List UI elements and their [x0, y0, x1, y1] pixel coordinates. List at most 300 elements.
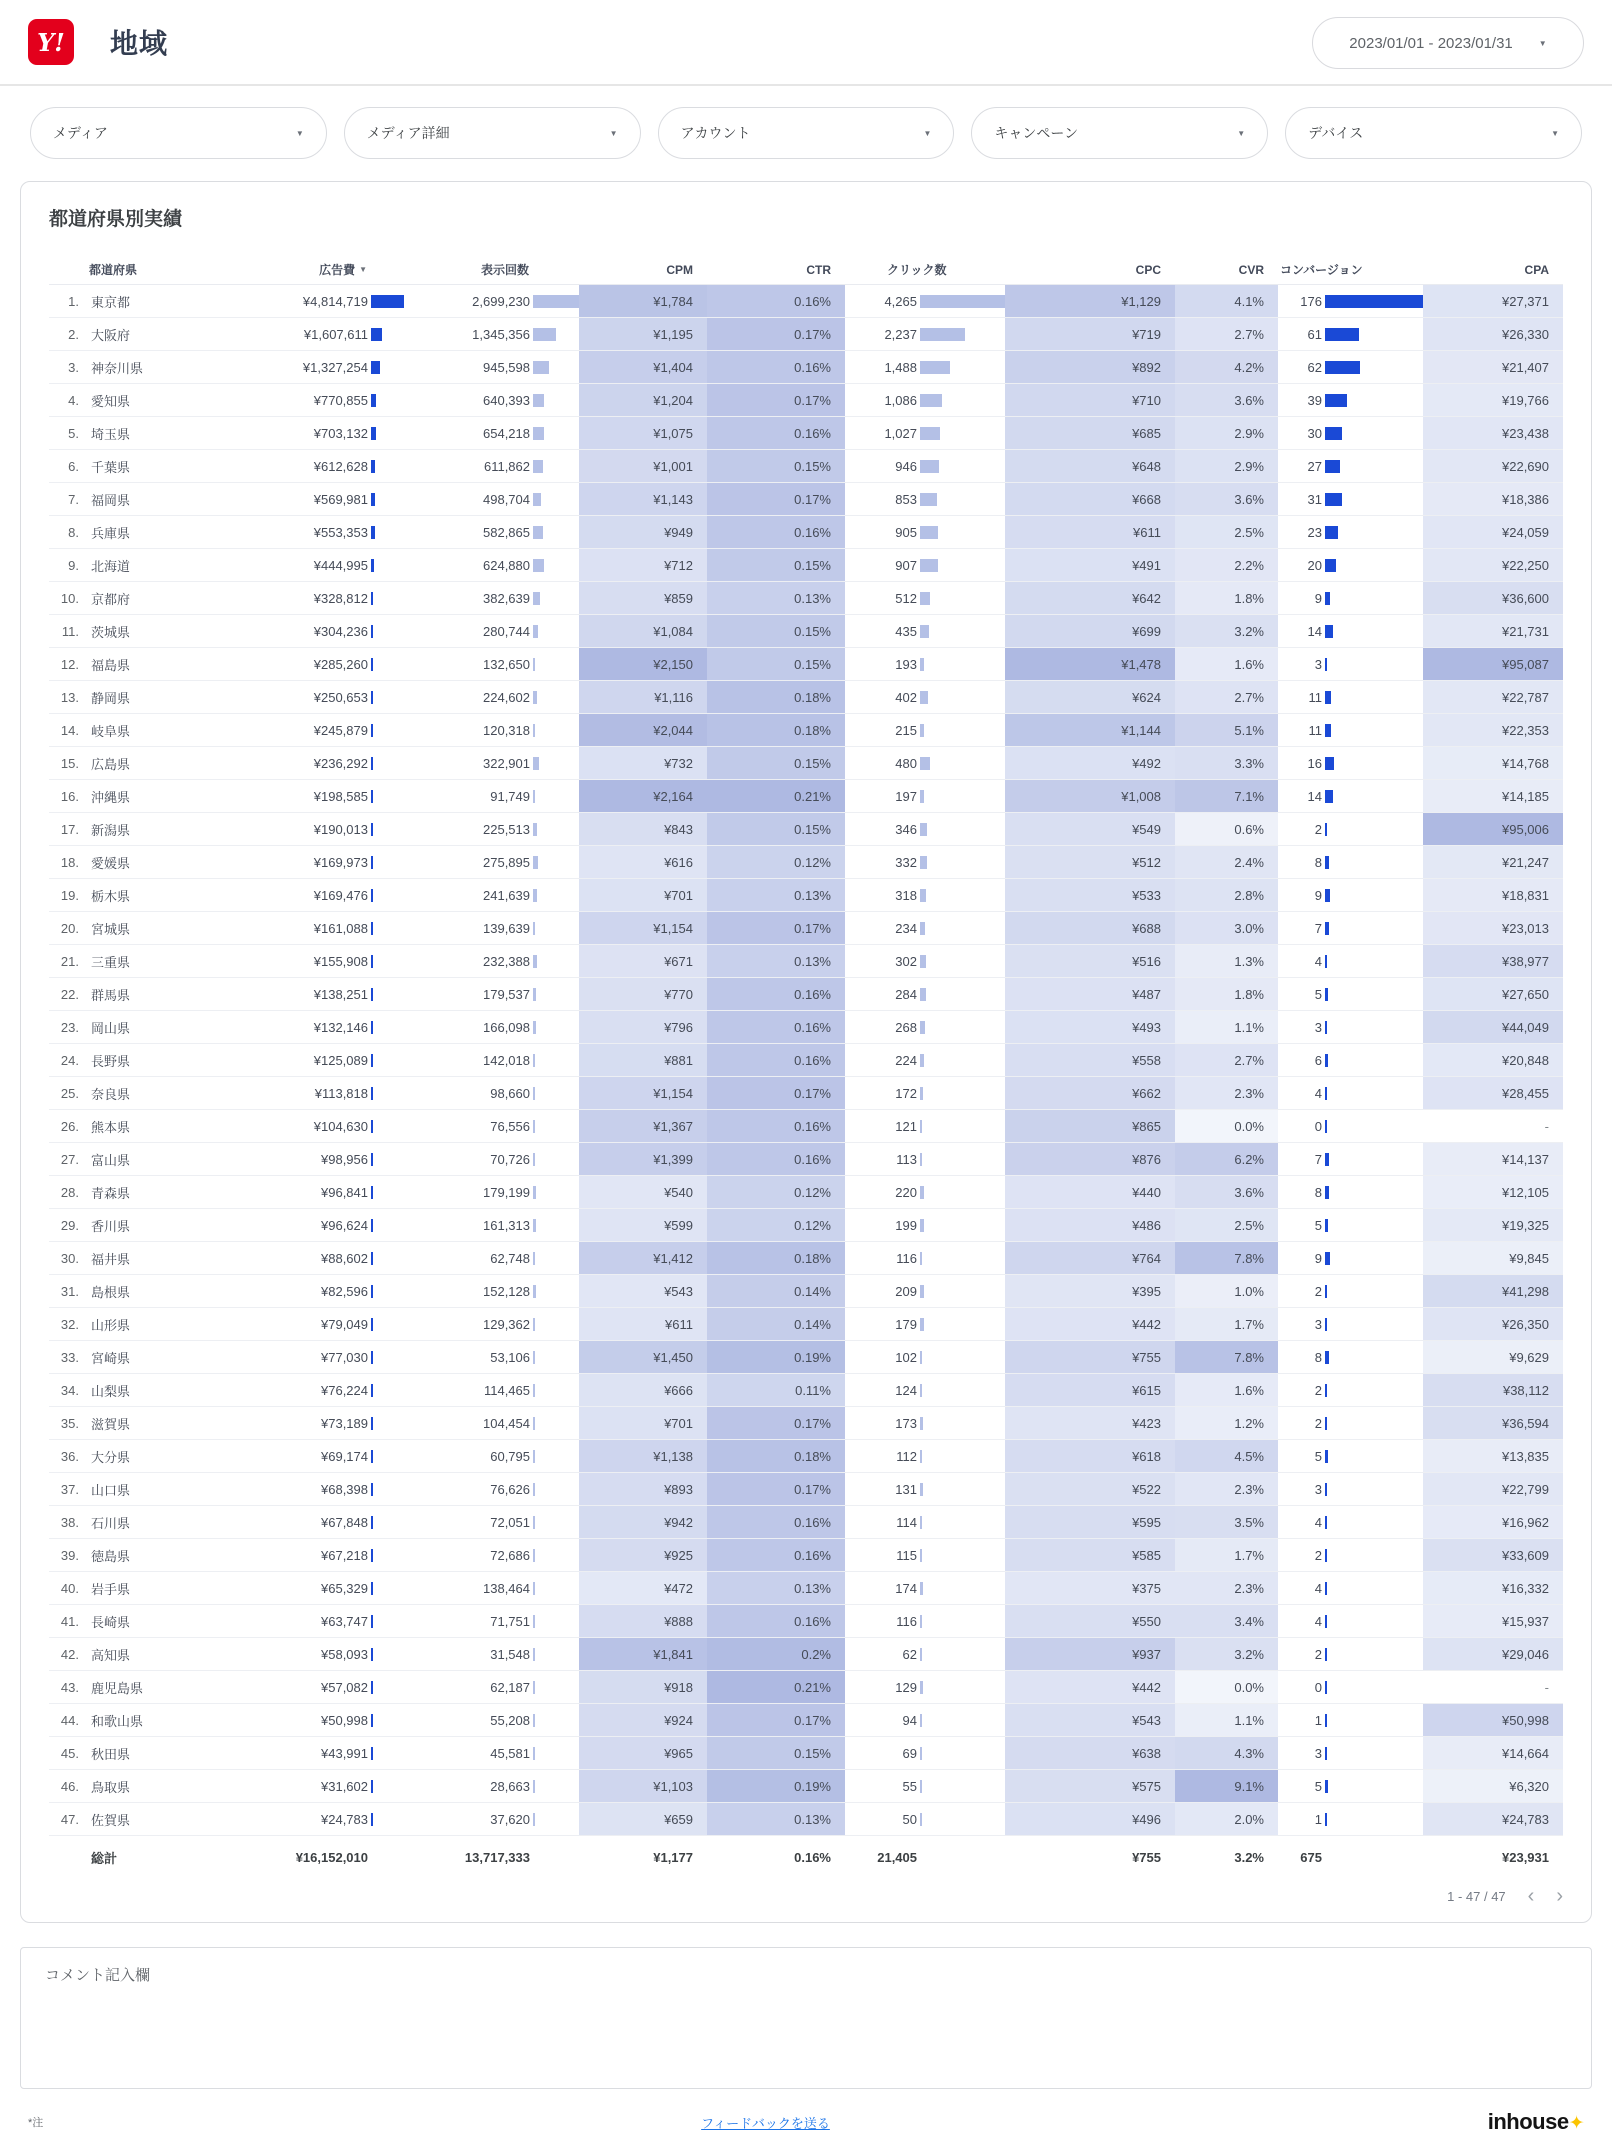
impressions-value: 98,660 — [490, 1085, 530, 1101]
impressions-cell — [404, 1770, 579, 1802]
cpm-value: ¥893 — [579, 1473, 707, 1505]
conversions-value: 7 — [1314, 1151, 1322, 1167]
ad-cost-bar — [371, 394, 376, 407]
clicks-bar-zone — [920, 757, 1005, 770]
ad-cost-bar-zone — [371, 1747, 404, 1760]
ad-cost-bar — [371, 1285, 373, 1298]
conversions-bar-zone — [1325, 955, 1423, 968]
ad-cost-bar-zone — [371, 1318, 404, 1331]
conversions-value: 31 — [1307, 491, 1322, 507]
ctr-value: 0.16% — [707, 1605, 845, 1637]
impressions-bar-zone — [533, 1417, 579, 1430]
clicks-bar-zone — [920, 1252, 1005, 1265]
clicks-bar — [920, 1747, 922, 1760]
ad-cost-value: ¥132,146 — [313, 1019, 368, 1035]
ad-cost-cell — [199, 318, 404, 350]
prefecture-name: 鹿児島県 — [91, 1680, 144, 1696]
clicks-bar — [920, 1813, 922, 1826]
ad-cost-value: ¥104,630 — [313, 1118, 368, 1134]
cvr-value: 2.7% — [1175, 1044, 1278, 1076]
impressions-bar-zone — [533, 592, 579, 605]
ad-cost-bar — [371, 988, 373, 1001]
conversions-bar-zone — [1325, 1582, 1423, 1595]
impressions-value: 60,795 — [490, 1448, 530, 1464]
clicks-cell — [845, 417, 1005, 449]
ad-cost-bar — [371, 1153, 373, 1166]
ctr-value: 0.16% — [707, 978, 845, 1010]
ad-cost-bar-zone — [371, 889, 404, 902]
clicks-bar — [920, 1120, 922, 1133]
filter-account[interactable] — [658, 107, 955, 159]
clicks-bar-zone — [920, 856, 1005, 869]
cpc-value: ¥624 — [1005, 681, 1175, 713]
clicks-cell — [845, 945, 1005, 977]
impressions-cell — [404, 1341, 579, 1373]
impressions-value: 166,098 — [483, 1019, 530, 1035]
impressions-cell — [404, 846, 579, 878]
impressions-value: 114,465 — [483, 1382, 530, 1398]
impressions-bar-zone — [533, 625, 579, 638]
cpc-value: ¥865 — [1005, 1110, 1175, 1142]
next-page-icon[interactable]: › — [1556, 1885, 1563, 1907]
clicks-bar — [920, 1252, 922, 1265]
clicks-value: 114 — [896, 1514, 917, 1530]
impressions-bar — [533, 1318, 535, 1331]
cvr-value: 4.1% — [1175, 285, 1278, 317]
table-row — [49, 318, 1563, 351]
cvr-value: 2.7% — [1175, 681, 1278, 713]
clicks-cell — [845, 1572, 1005, 1604]
cpa-value: ¥18,831 — [1423, 879, 1563, 911]
cpa-value: ¥14,664 — [1423, 1737, 1563, 1769]
clicks-bar-zone — [920, 1516, 1005, 1529]
table-title: 都道府県別実績 — [49, 209, 183, 230]
clicks-value: 131 — [895, 1481, 917, 1497]
chevron-down-icon: ▼ — [1538, 38, 1547, 48]
header-clicks[interactable]: クリック数 — [887, 263, 947, 277]
ctr-value: 0.16% — [707, 351, 845, 383]
cpc-value: ¥710 — [1005, 384, 1175, 416]
clicks-bar-zone — [920, 427, 1005, 440]
cpm-value: ¥1,138 — [579, 1440, 707, 1472]
clicks-bar — [920, 1582, 923, 1595]
filter-media[interactable] — [30, 107, 327, 159]
conversions-bar — [1325, 1153, 1329, 1166]
impressions-bar — [533, 1747, 535, 1760]
conversions-cell — [1278, 1275, 1423, 1307]
conversions-bar — [1325, 1120, 1327, 1133]
impressions-bar-zone — [533, 1219, 579, 1232]
clicks-cell — [845, 1143, 1005, 1175]
clicks-cell — [845, 285, 1005, 317]
conversions-bar — [1325, 1384, 1327, 1397]
clicks-value: 193 — [895, 656, 917, 672]
impressions-cell — [404, 582, 579, 614]
row-rank: 36. — [60, 1448, 79, 1464]
ad-cost-bar — [371, 658, 373, 671]
prefecture-name: 東京都 — [91, 294, 131, 310]
ad-cost-value: ¥125,089 — [313, 1052, 368, 1068]
impressions-bar — [533, 724, 535, 737]
clicks-value: 512 — [895, 590, 917, 606]
cpm-value: ¥732 — [579, 747, 707, 779]
impressions-bar-zone — [533, 1582, 579, 1595]
clicks-value: 121 — [895, 1118, 917, 1134]
clicks-bar — [920, 1549, 922, 1562]
ad-cost-bar-zone — [371, 1714, 404, 1727]
cpm-value: ¥659 — [579, 1803, 707, 1835]
header-conversions[interactable]: コンバージョン — [1280, 263, 1363, 277]
cvr-value: 1.7% — [1175, 1308, 1278, 1340]
ctr-value: 0.21% — [707, 1671, 845, 1703]
conversions-bar-zone — [1325, 790, 1423, 803]
conversions-bar — [1325, 1054, 1328, 1067]
prefecture-name: 大分県 — [91, 1449, 131, 1465]
cpc-value: ¥493 — [1005, 1011, 1175, 1043]
row-rank: 2. — [68, 326, 79, 342]
cpa-value: ¥29,046 — [1423, 1638, 1563, 1670]
cpc-value: ¥442 — [1005, 1671, 1175, 1703]
table-row — [49, 516, 1563, 549]
clicks-bar — [920, 1219, 924, 1232]
conversions-bar-zone — [1325, 1252, 1423, 1265]
prefecture-name: 高知県 — [91, 1647, 131, 1663]
clicks-value: 124 — [895, 1382, 917, 1398]
cpa-value: ¥14,137 — [1423, 1143, 1563, 1175]
impressions-value: 654,218 — [483, 425, 530, 441]
clicks-cell — [845, 1440, 1005, 1472]
clicks-bar — [920, 295, 1005, 308]
cvr-value: 2.0% — [1175, 1803, 1278, 1835]
impressions-bar — [533, 1483, 535, 1496]
header-cpa[interactable]: CPA — [1524, 262, 1549, 277]
ad-cost-value: ¥96,624 — [321, 1217, 368, 1233]
clicks-cell — [845, 318, 1005, 350]
ad-cost-cell — [199, 384, 404, 416]
cvr-value: 1.0% — [1175, 1275, 1278, 1307]
impressions-cell — [404, 1539, 579, 1571]
cpc-value: ¥648 — [1005, 450, 1175, 482]
conversions-value: 23 — [1307, 524, 1322, 540]
conversions-bar — [1325, 1747, 1327, 1760]
cvr-value: 1.7% — [1175, 1539, 1278, 1571]
table-row — [49, 1539, 1563, 1572]
impressions-bar-zone — [533, 1714, 579, 1727]
cvr-value: 2.7% — [1175, 318, 1278, 350]
ad-cost-bar-zone — [371, 691, 404, 704]
ad-cost-bar — [371, 955, 373, 968]
cvr-value: 0.6% — [1175, 813, 1278, 845]
row-rank: 26. — [60, 1118, 79, 1134]
impressions-value: 132,650 — [483, 656, 530, 672]
conversions-bar — [1325, 1615, 1327, 1628]
clicks-bar-zone — [920, 1384, 1005, 1397]
pagination-range: 1 - 47 / 47 — [1447, 1888, 1506, 1904]
impressions-value: 37,620 — [490, 1811, 530, 1827]
impressions-bar-zone — [533, 1384, 579, 1397]
row-rank: 11. — [61, 623, 79, 639]
clicks-cell — [845, 1539, 1005, 1571]
impressions-bar — [533, 493, 541, 506]
impressions-bar-zone — [533, 1813, 579, 1826]
conversions-bar — [1325, 625, 1333, 638]
impressions-value: 71,751 — [490, 1613, 530, 1629]
impressions-bar-zone — [533, 493, 579, 506]
ad-cost-bar — [371, 559, 374, 572]
clicks-value: 318 — [895, 887, 917, 903]
impressions-value: 280,744 — [483, 623, 530, 639]
cpc-value: ¥892 — [1005, 351, 1175, 383]
conversions-bar-zone — [1325, 1648, 1423, 1661]
ad-cost-bar — [371, 922, 373, 935]
conversions-bar-zone — [1325, 1780, 1423, 1793]
clicks-bar-zone — [920, 1549, 1005, 1562]
clicks-bar-zone — [920, 1351, 1005, 1364]
cpa-value: ¥27,371 — [1423, 285, 1563, 317]
conversions-cell — [1278, 648, 1423, 680]
conversions-bar-zone — [1325, 691, 1423, 704]
ad-cost-bar-zone — [371, 955, 404, 968]
prefecture-name: 沖縄県 — [91, 789, 131, 805]
ad-cost-value: ¥113,818 — [314, 1085, 368, 1101]
conversions-value: 9 — [1314, 1250, 1322, 1266]
clicks-value: 402 — [895, 689, 917, 705]
prefecture-name: 福井県 — [91, 1251, 131, 1267]
cpm-value: ¥1,116 — [579, 681, 707, 713]
ctr-value: 0.16% — [707, 1143, 845, 1175]
clicks-bar-zone — [920, 1318, 1005, 1331]
clicks-cell — [845, 450, 1005, 482]
impressions-value: 225,513 — [483, 821, 530, 837]
clicks-bar-zone — [920, 1615, 1005, 1628]
conversions-bar — [1325, 394, 1347, 407]
table-row — [49, 1803, 1563, 1836]
ad-cost-bar — [371, 691, 373, 704]
ad-cost-bar-zone — [371, 1780, 404, 1793]
ad-cost-bar — [371, 1384, 373, 1397]
clicks-bar — [920, 625, 929, 638]
clicks-bar-zone — [920, 1714, 1005, 1727]
clicks-value: 268 — [895, 1019, 917, 1035]
comment-box[interactable] — [20, 1947, 1592, 2089]
row-rank: 42. — [60, 1646, 79, 1662]
clicks-value: 113 — [896, 1151, 917, 1167]
header-prefecture[interactable]: 都道府県 — [89, 263, 138, 277]
clicks-cell — [845, 1275, 1005, 1307]
cvr-value: 3.6% — [1175, 1176, 1278, 1208]
cpm-value: ¥924 — [579, 1704, 707, 1736]
clicks-value: 224 — [895, 1052, 917, 1068]
cpc-value: ¥522 — [1005, 1473, 1175, 1505]
row-rank: 13. — [60, 689, 79, 705]
cpc-value: ¥487 — [1005, 978, 1175, 1010]
ad-cost-value: ¥96,841 — [321, 1184, 368, 1200]
ctr-value: 0.17% — [707, 483, 845, 515]
ad-cost-bar-zone — [371, 823, 404, 836]
table-row — [49, 483, 1563, 516]
conversions-cell — [1278, 1506, 1423, 1538]
ctr-value: 0.16% — [707, 417, 845, 449]
ad-cost-value: ¥73,189 — [321, 1415, 368, 1431]
row-rank: 3. — [68, 359, 79, 375]
table-row — [49, 1242, 1563, 1275]
filter-media-detail[interactable] — [344, 107, 641, 159]
impressions-value: 104,454 — [483, 1415, 530, 1431]
ctr-value: 0.17% — [707, 1473, 845, 1505]
ad-cost-value: ¥169,973 — [313, 854, 368, 870]
ad-cost-bar — [371, 757, 373, 770]
prev-page-icon[interactable]: ‹ — [1527, 1885, 1535, 1907]
row-rank: 1. — [68, 293, 79, 309]
impressions-value: 70,726 — [490, 1151, 530, 1167]
clicks-cell — [845, 384, 1005, 416]
feedback-link[interactable]: フィードバックを送る — [701, 2115, 830, 2131]
cpc-value: ¥662 — [1005, 1077, 1175, 1109]
conversions-cell — [1278, 1407, 1423, 1439]
conversions-value: 4 — [1314, 1514, 1322, 1530]
conversions-bar-zone — [1325, 889, 1423, 902]
filter-device[interactable] — [1285, 107, 1582, 159]
ad-cost-value: ¥569,981 — [313, 491, 368, 507]
prefecture-name: 山梨県 — [91, 1383, 131, 1399]
cvr-value: 2.5% — [1175, 516, 1278, 548]
impressions-bar — [533, 1120, 535, 1133]
conversions-value: 39 — [1307, 392, 1322, 408]
conversions-value: 7 — [1314, 920, 1322, 936]
clicks-bar-zone — [920, 988, 1005, 1001]
header-ad-cost[interactable] — [199, 255, 404, 284]
ad-cost-bar-zone — [371, 427, 404, 440]
ctr-value: 0.16% — [707, 1110, 845, 1142]
clicks-cell — [845, 1506, 1005, 1538]
prefecture-name: 熊本県 — [91, 1119, 131, 1135]
header-ctr[interactable]: CTR — [806, 262, 831, 277]
conversions-bar — [1325, 1681, 1327, 1694]
cvr-value: 1.8% — [1175, 978, 1278, 1010]
filter-campaign[interactable] — [971, 107, 1268, 159]
row-rank: 9. — [68, 557, 79, 573]
ad-cost-bar-zone — [371, 790, 404, 803]
clicks-value: 50 — [902, 1811, 917, 1827]
impressions-bar — [533, 1384, 535, 1397]
clicks-bar — [920, 757, 930, 770]
conversions-value: 3 — [1314, 1745, 1322, 1761]
conversions-cell — [1278, 582, 1423, 614]
impressions-value: 72,686 — [490, 1547, 530, 1563]
ad-cost-bar — [371, 592, 373, 605]
cpm-value: ¥888 — [579, 1605, 707, 1637]
conversions-value: 30 — [1307, 425, 1322, 441]
row-rank: 46. — [60, 1778, 79, 1794]
table-body — [49, 285, 1563, 1878]
cpm-value: ¥770 — [579, 978, 707, 1010]
ad-cost-cell — [199, 285, 404, 317]
clicks-value: 905 — [895, 524, 917, 540]
header-cvr[interactable]: CVR — [1238, 262, 1264, 277]
ad-cost-bar-zone — [371, 328, 404, 341]
conversions-value: 5 — [1314, 1217, 1322, 1233]
cpa-value: ¥18,386 — [1423, 483, 1563, 515]
cpa-value: ¥20,848 — [1423, 1044, 1563, 1076]
conversions-bar-zone — [1325, 460, 1423, 473]
ctr-value: 0.13% — [707, 582, 845, 614]
conversions-bar — [1325, 724, 1331, 737]
date-range-selector[interactable] — [1312, 17, 1584, 69]
ctr-value: 0.17% — [707, 1407, 845, 1439]
conversions-value: 2 — [1314, 1283, 1322, 1299]
conversions-bar — [1325, 658, 1327, 671]
cpa-value: ¥22,799 — [1423, 1473, 1563, 1505]
header-cpm[interactable]: CPM — [666, 262, 693, 277]
cpc-value: ¥764 — [1005, 1242, 1175, 1274]
cpm-value: ¥712 — [579, 549, 707, 581]
impressions-bar-zone — [533, 691, 579, 704]
ctr-value: 0.16% — [707, 1506, 845, 1538]
cpm-value: ¥1,195 — [579, 318, 707, 350]
clicks-cell — [845, 780, 1005, 812]
ad-cost-cell — [199, 1770, 404, 1802]
ad-cost-cell — [199, 1704, 404, 1736]
ctr-value: 0.12% — [707, 1209, 845, 1241]
impressions-bar — [533, 1054, 535, 1067]
header-cpc[interactable]: CPC — [1135, 262, 1161, 277]
table-row — [49, 1473, 1563, 1506]
page-title: 地域 — [110, 28, 169, 59]
cpc-value: ¥638 — [1005, 1737, 1175, 1769]
clicks-bar-zone — [920, 625, 1005, 638]
impressions-cell — [404, 285, 579, 317]
conversions-bar-zone — [1325, 625, 1423, 638]
prefecture-name: 福岡県 — [91, 492, 131, 508]
clicks-value: 102 — [895, 1349, 917, 1365]
ad-cost-bar-zone — [371, 1186, 404, 1199]
clicks-bar-zone — [920, 460, 1005, 473]
clicks-bar-zone — [920, 1681, 1005, 1694]
header-impressions[interactable]: 表示回数 — [480, 263, 529, 277]
impressions-value: 945,598 — [483, 359, 530, 375]
table-row — [49, 879, 1563, 912]
conversions-value: 0 — [1314, 1118, 1322, 1134]
ad-cost-bar-zone — [371, 1417, 404, 1430]
ad-cost-cell — [199, 1176, 404, 1208]
cpa-value: ¥22,353 — [1423, 714, 1563, 746]
impressions-bar — [533, 1681, 535, 1694]
impressions-bar — [533, 823, 537, 836]
conversions-bar — [1325, 1087, 1327, 1100]
ctr-value: 0.18% — [707, 1440, 845, 1472]
impressions-value: 232,388 — [483, 953, 530, 969]
cpm-value: ¥942 — [579, 1506, 707, 1538]
impressions-value: 224,602 — [483, 689, 530, 705]
conversions-bar — [1325, 1351, 1329, 1364]
row-rank: 47. — [60, 1811, 79, 1827]
clicks-bar — [920, 394, 942, 407]
conversions-value: 14 — [1307, 623, 1322, 639]
cpc-value: ¥550 — [1005, 1605, 1175, 1637]
impressions-bar-zone — [533, 1615, 579, 1628]
impressions-value: 161,313 — [483, 1217, 530, 1233]
sort-desc-icon: ▼ — [359, 265, 367, 274]
ad-cost-cell — [199, 1539, 404, 1571]
clicks-cell — [845, 1473, 1005, 1505]
cpa-value: ¥22,250 — [1423, 549, 1563, 581]
impressions-cell — [404, 1506, 579, 1538]
cpa-value: - — [1544, 1679, 1549, 1695]
prefecture-name: 秋田県 — [91, 1746, 131, 1762]
impressions-value: 382,639 — [483, 590, 530, 606]
conversions-cell — [1278, 516, 1423, 548]
ad-cost-value: ¥16,152,010 — [295, 1849, 368, 1865]
